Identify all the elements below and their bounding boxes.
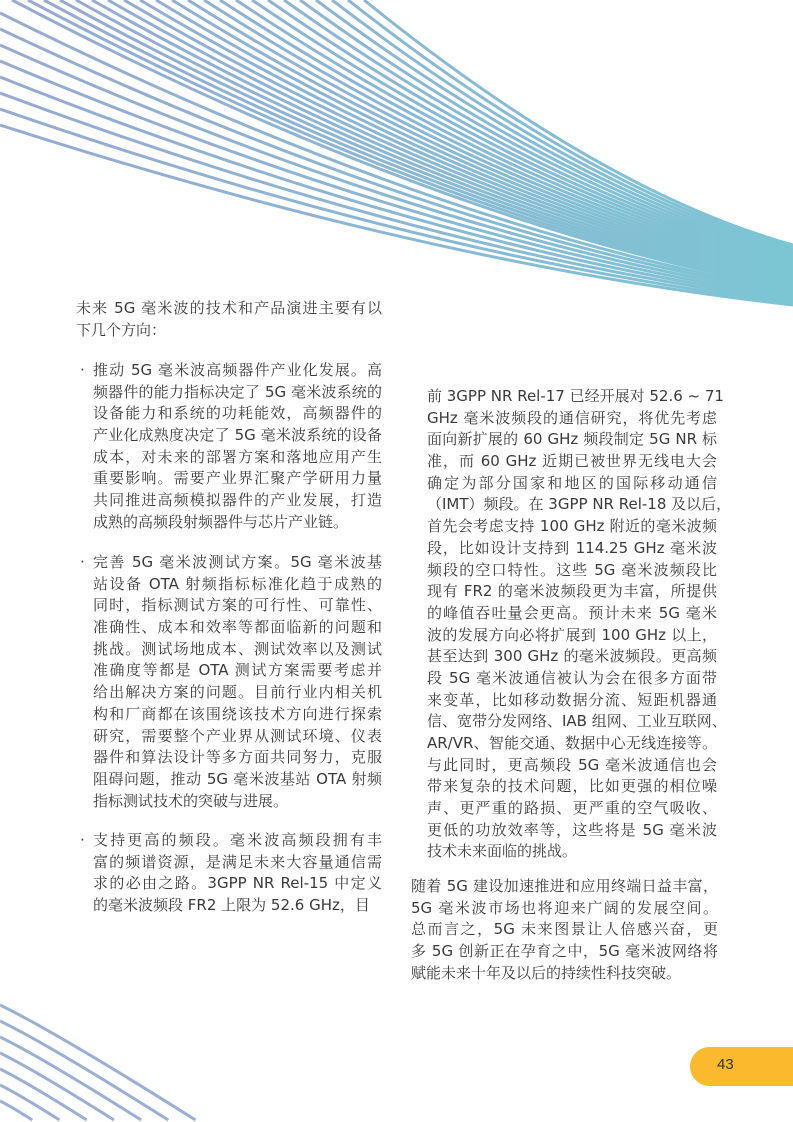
bullet-item xyxy=(93,360,382,534)
intro-paragraph xyxy=(76,298,382,341)
right-column-paragraph xyxy=(427,386,732,863)
text-line: 更低的功放效率等，这些将是 5G 毫米波 xyxy=(427,820,717,839)
text-line: 的峰值吞吐量会更高。预计未来 5G 毫米 xyxy=(427,603,717,622)
text-line: 器件和算法设计等多方面共同努力，克服 xyxy=(93,748,382,767)
text-line: 段 5G 毫米波通信被认为会在很多方面带 xyxy=(427,668,717,687)
text-line: 富的频谱资源，是满足未来大容量通信需 xyxy=(93,852,382,871)
text-line: 阻碍问题，推动 5G 毫米波基站 OTA 射频 xyxy=(93,769,382,788)
top-wave-stripes xyxy=(0,0,793,305)
text-line: 的毫米波频段 FR2 上限为 52.6 GHz，目 xyxy=(93,896,370,915)
text-line: 给出解决方案的问题。目前行业内相关机 xyxy=(93,683,382,702)
text-line: 完善 5G 毫米波测试方案。5G 毫米波基 xyxy=(93,553,382,571)
text-line: 技术未来面临的挑战。 xyxy=(427,842,578,861)
text-line: 站设备 OTA 射频指标标准化趋于成熟的 xyxy=(93,574,382,593)
text-line: 准，而 60 GHz 近期已被世界无线电大会 xyxy=(427,452,717,471)
text-line: 同时，指标测试方案的可行性、可靠性、 xyxy=(93,596,382,615)
text-line: 准确性、成本和效率等都面临新的问题和 xyxy=(93,618,382,637)
page-number: 43 xyxy=(717,1056,734,1073)
text-line: 5G 毫米波市场也将迎来广阔的发展空间。 xyxy=(411,898,718,917)
text-line: 成本，对未来的部署方案和落地应用产生 xyxy=(93,447,382,466)
text-line: 赋能未来十年及以后的持续性科技突破。 xyxy=(411,963,682,982)
text-line: AR/VR、智能交通、数据中心无线连接等。 xyxy=(427,734,717,752)
text-line: 段，比如设计支持到 114.25 GHz 毫米波 xyxy=(427,538,717,557)
text-line: 波的发展方向必将扩展到 100 GHz 以上， xyxy=(427,625,717,644)
text-line: 指标测试技术的突破与进展。 xyxy=(93,791,289,810)
stripe-line xyxy=(0,1085,60,1120)
page-number-badge xyxy=(690,1047,793,1086)
text-line: 面向新扩展的 60 GHz 频段制定 5G NR 标 xyxy=(427,430,717,449)
text-line: 频器件的能力指标决定了 5G 毫米波系统的 xyxy=(93,382,382,401)
text-line: 设备能力和系统的功耗能效，高频器件的 xyxy=(93,404,382,423)
text-line: 首先会考虑支持 100 GHz 附近的毫米波频 xyxy=(427,517,717,536)
bullet-item xyxy=(93,830,382,917)
bullet-marker: · xyxy=(80,553,85,571)
stripe-line xyxy=(0,1037,141,1120)
text-line: 现有 FR2 的毫米波频段更为丰富，所提供 xyxy=(427,582,717,601)
text-line: 求的必由之路。3GPP NR Rel-15 中定义 xyxy=(93,874,382,893)
text-line: （IMT）频段。在 3GPP NR Rel-18 及以后， xyxy=(427,495,732,514)
bottom-wave-stripes xyxy=(0,1005,196,1120)
conclusion-paragraph xyxy=(411,876,718,984)
text-line: 带来复杂的技术问题，比如更强的相位噪 xyxy=(427,777,717,796)
text-line: 前 3GPP NR Rel-17 已经开展对 52.6 ~ 71 xyxy=(427,387,724,405)
text-line: 研究，需要整个产业界从测试环境、仪表 xyxy=(93,726,382,745)
text-line: 总而言之，5G 未来图景让人倍感兴奋，更 xyxy=(411,920,718,939)
text-line: 共同推进高频模拟器件的产业发展，打造 xyxy=(93,491,382,510)
text-line: 重要影响。需要产业界汇聚产学研用力量 xyxy=(93,469,382,488)
text-line: 产业化成熟度决定了 5G 毫米波系统的设备 xyxy=(93,426,382,445)
text-line: 准确度等都是 OTA 测试方案需要考虑并 xyxy=(93,661,382,680)
text-line: 支持更高的频段。毫米波高频段拥有丰 xyxy=(93,831,382,849)
text-line: 信、宽带分发网络、IAB 组网、工业互联网、 xyxy=(427,712,727,731)
text-line: 甚至达到 300 GHz 的毫米波频段。更高频 xyxy=(427,647,717,666)
stripe-line xyxy=(0,1021,168,1120)
text-line: 挑战。测试场地成本、测试效率以及测试 xyxy=(93,639,382,658)
text-line: 来变革，比如移动数据分流、短距机器通 xyxy=(427,690,717,709)
text-line: GHz 毫米波频段的通信研究，将优先考虑 xyxy=(427,408,717,427)
text-line: 未来 5G 毫米波的技术和产品演进主要有以 xyxy=(76,299,382,317)
text-line: 下几个方向： xyxy=(76,320,167,339)
text-line: 成熟的高频段射频器件与芯片产业链。 xyxy=(93,512,349,531)
bullet-marker: · xyxy=(80,831,85,849)
stripe-line xyxy=(0,1101,32,1120)
text-line: 频段的空口特性。这些 5G 毫米波频段比 xyxy=(427,560,717,579)
text-line: 构和厂商都在该围绕该技术方向进行探索 xyxy=(93,704,382,723)
text-line: 随着 5G 建设加速推进和应用终端日益丰富， xyxy=(411,877,718,895)
text-line: 与此同时，更高频段 5G 毫米波通信也会 xyxy=(427,755,717,774)
bullet-marker: · xyxy=(80,361,85,379)
text-line: 确定为部分国家和地区的国际移动通信 xyxy=(427,473,717,492)
text-line: 声、更严重的路损、更严重的空气吸收、 xyxy=(427,799,717,818)
bullet-item xyxy=(93,552,382,812)
text-line: 多 5G 创新正在孕育之中，5G 毫米波网络将 xyxy=(411,942,718,961)
text-line: 推动 5G 毫米波高频器件产业化发展。高 xyxy=(93,361,382,379)
